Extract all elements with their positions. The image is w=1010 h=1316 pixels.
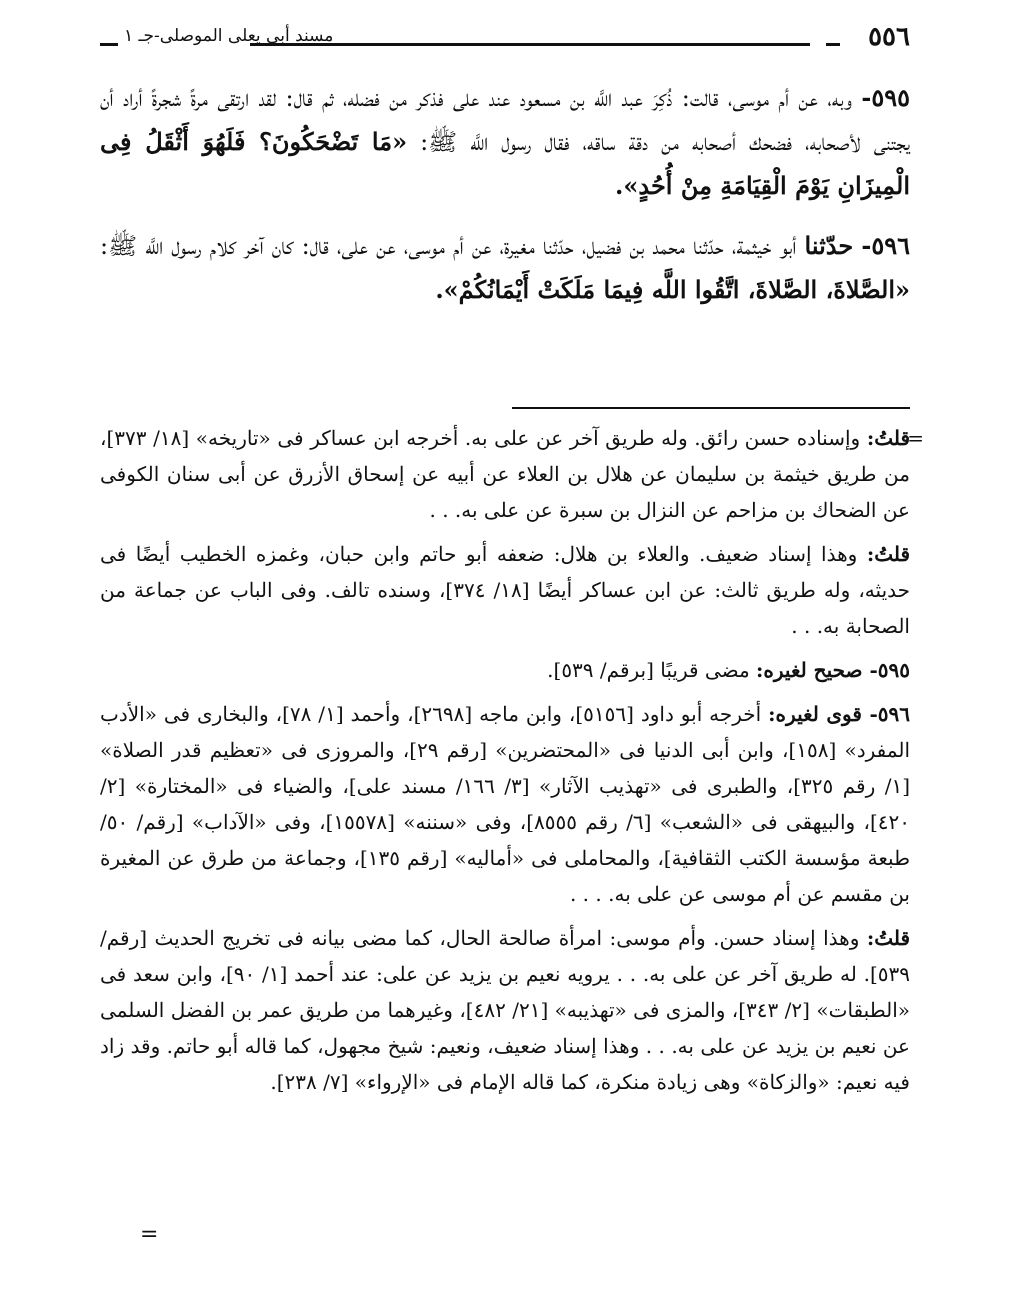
hadith-number: ٥٩٦- (861, 231, 910, 260)
header-rule (250, 43, 810, 46)
hadith-number: ٥٩٥- (861, 83, 910, 112)
note-label: قلتُ: (866, 926, 911, 950)
note-label: قلتُ: (866, 426, 911, 450)
hadith-text: أبو خيثمة، حدّثنا محمد بن فضيل، حدّثنا مغيرة، عن أم موسى، عن على، قال: كان آخر كلام رسول اللَّه ﷺ: (100, 232, 797, 260)
footnotes (100, 420, 924, 1108)
footnote-separator (512, 407, 910, 409)
note-label: ٥٩٦- قوى لغيره: (768, 702, 911, 726)
footnote-596 (100, 696, 910, 912)
note-text: وهذا إسناد ضعيف. والعلاء بن هلال: ضعفه أبو حاتم وابن حبان، وغمزه الخطيب أيضًا فى حديثه، وله طريق ثالث: عن ابن عساكر أيضًا [١٨/ ٣٧٤]، وسنده تالف. وفى الباب عن جماعة من الصحابة به. . . (100, 542, 910, 638)
continuation-mark: = (907, 426, 924, 450)
hadith-text: وبه، عن أم موسى، قالت: ذُكِرَ عبد اللَّه بن مسعود عند على فذكر من فضله، ثم قال: لقد ارتقى مرةً شجرةً أراد أن يجتنى لأصحابه، فضحك أصحابه من دقة ساقه، فقال رسول اللَّه ﷺ: (100, 84, 910, 156)
note-text: مضى قريبًا [برقم/ ٥٣٩]. (547, 658, 750, 682)
page-number: ٥٥٦ (868, 22, 910, 52)
hadith-quote: «الصَّلاةَ، الصَّلاةَ، اتَّقُوا اللَّه فِيمَا مَلَكَتْ أَيْمَانُكُمْ». (435, 275, 910, 304)
hadith-lead: حدّثنا (804, 231, 854, 260)
footnote-paragraph (100, 920, 910, 1100)
continuation-mark-end: = (140, 1222, 159, 1247)
note-label: قلتُ: (866, 542, 911, 566)
note-label: ٥٩٥- صحيح لغيره: (756, 658, 910, 682)
footnote-continued (100, 420, 924, 528)
footnote-595 (100, 652, 910, 688)
note-text: وهذا إسناد حسن. وأم موسى: امرأة صالحة الحال، كما مضى بيانه فى تخريج الحديث [رقم/ ٥٣٩]. له طريق آخر عن على به. . . يرويه نعيم بن يزيد عن على: عند أحمد [١/ ٩٠]، وابن سعد فى «الطبقات» [٢/ ٣٤٣]، والمزى فى «تهذيبه» [٢١/ ٤٨٢]، وغيرهما من طريق عمر بن الفضل السلمى عن نعيم بن يزيد عن على به. . . وهذا إسناد ضعيف، ونعيم: شيخ مجهول، كما قاله أبو حاتم. وقد زاد فيه نعيم: «والزكاة» وهى زيادة منكرة، كما قاله الإمام فى «الإرواء» [٧/ ٢٣٨]. (100, 926, 910, 1094)
hadith-596 (100, 224, 910, 312)
note-text: وإسناده حسن رائق. وله طريق آخر عن على به. أخرجه ابن عساكر فى «تاريخه» [١٨/ ٣٧٣]، من طريق خيثمة بن سليمان عن هلال بن العلاء عن أبيه عن إسحاق الأزرق عن أبى سنان الكوفى عن الضحاك بن مزاحم عن النزال بن سبرة عن على به. . . (100, 426, 910, 522)
header-dash-left (100, 43, 118, 46)
hadith-quote: «مَا تَضْحَكُونَ؟ فَلَهُوَ أَثْقَلُ فِى الْمِيزَانِ يَوْمَ الْقِيَامَةِ مِنْ أُحُدٍ». (100, 127, 910, 200)
hadith-595 (100, 76, 910, 208)
header-dash-right (826, 43, 840, 46)
main-text (100, 76, 910, 328)
page-header (100, 22, 910, 62)
book-title: مسند أبى يعلى الموصلى-جـ ١ (124, 26, 334, 46)
note-text: أخرجه أبو داود [٥١٥٦]، وابن ماجه [٢٦٩٨]، وأحمد [١/ ٧٨]، والبخارى فى «الأدب المفرد» [١٥٨]، وابن أبى الدنيا فى «المحتضرين» [رقم ٢٩]، والمروزى فى «تعظيم قدر الصلاة» [١/ رقم ٣٢٥]، والطبرى فى «تهذيب الآثار» [٣/ ١٦٦/ مسند على]، والضياء فى «المختارة» [٢/ ٤٢٠]، والبيهقى فى «الشعب» [٦/ رقم ٨٥٥٥]، وفى «سننه» [١٥٥٧٨]، وفى «الآداب» [رقم/ ٥٠/ طبعة مؤسسة الكتب الثقافية]، والمحاملى فى «أماليه» [رقم ١٣٥]، وجماعة من طرق عن المغيرة بن مقسم عن أم موسى عن على به. . . . (100, 702, 911, 906)
footnote-paragraph (100, 536, 910, 644)
